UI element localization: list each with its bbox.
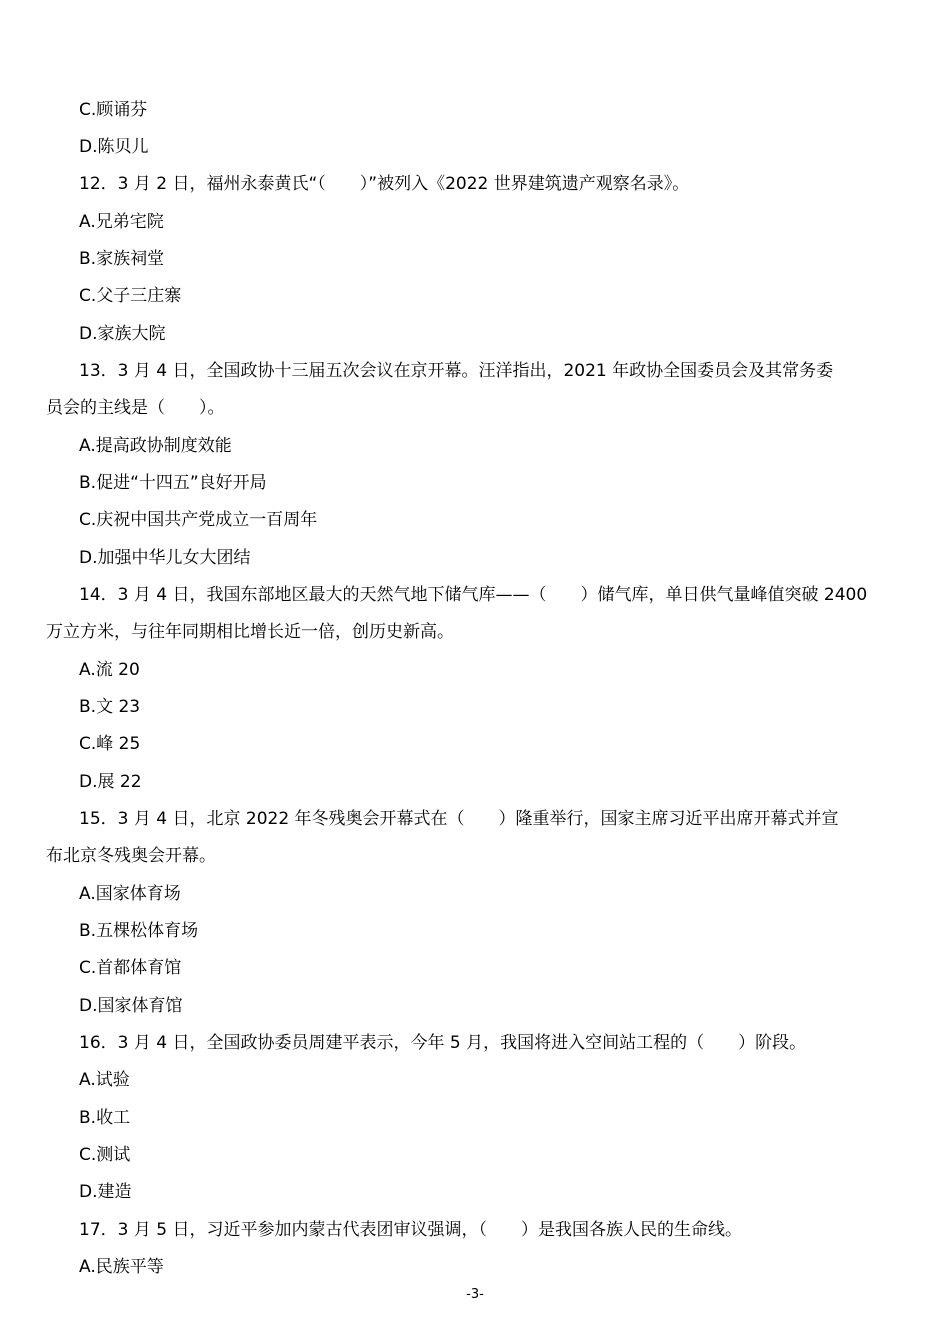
question-17-stem: 17．3 月 5 日，习近平参加内蒙古代表团审议强调，（ ）是我国各族人民的生命线。 <box>79 1220 742 1240</box>
option-b-q13: B.促进“十四五”良好开局 <box>79 473 267 493</box>
question-12-stem: 12．3 月 2 日，福州永泰黄氏“（ ）”被列入《2022 世界建筑遗产观察名录》。 <box>79 174 690 194</box>
question-14-stem-cont: 万立方米，与往年同期相比增长近一倍，创历史新高。 <box>46 622 454 642</box>
option-a-q15: A.国家体育场 <box>79 884 181 904</box>
option-c-q15: C.首都体育馆 <box>79 958 182 978</box>
option-a-q14: A.流 20 <box>79 660 140 680</box>
option-d-q12: D.家族大院 <box>79 324 166 344</box>
question-13-stem: 13．3 月 4 日，全国政协十三届五次会议在京开幕。汪洋指出，2021 年政协全国委员会及其常务委 <box>79 361 834 381</box>
option-a-q17: A.民族平等 <box>79 1257 164 1277</box>
question-14-stem: 14．3 月 4 日，我国东部地区最大的天然气地下储气库——（ ）储气库，单日供气量峰值突破 2400 <box>79 585 868 605</box>
page-number: -3- <box>466 1287 484 1302</box>
option-a-q16: A.试验 <box>79 1070 130 1090</box>
option-d-q16: D.建造 <box>79 1182 132 1202</box>
option-b-q14: B.文 23 <box>79 697 141 717</box>
option-c-q16: C.测试 <box>79 1145 131 1165</box>
option-d-q14: D.展 22 <box>79 772 142 792</box>
option-a-q13: A.提高政协制度效能 <box>79 436 232 456</box>
question-15-stem: 15．3 月 4 日，北京 2022 年冬残奥会开幕式在（ ）隆重举行，国家主席习近平出席开幕式并宣 <box>79 809 839 829</box>
option-c-q14: C.峰 25 <box>79 734 141 754</box>
option-b-q12: B.家族祠堂 <box>79 249 165 269</box>
option-b-q16: B.收工 <box>79 1108 131 1128</box>
option-c-q13: C.庆祝中国共产党成立一百周年 <box>79 510 318 530</box>
option-a-q12: A.兄弟宅院 <box>79 212 164 232</box>
option-d-q15: D.国家体育馆 <box>79 996 183 1016</box>
question-16-stem: 16．3 月 4 日，全国政协委员周建平表示，今年 5 月，我国将进入空间站工程的（ ）阶段。 <box>79 1033 807 1053</box>
question-15-stem-cont: 布北京冬残奥会开幕。 <box>46 846 216 866</box>
option-d-q11: D.陈贝儿 <box>79 137 149 157</box>
option-d-q13: D.加强中华儿女大团结 <box>79 548 251 568</box>
option-c-q11: C.顾诵芬 <box>79 100 148 120</box>
option-c-q12: C.父子三庄寨 <box>79 286 182 306</box>
question-13-stem-cont: 员会的主线是（ ）。 <box>46 398 225 418</box>
option-b-q15: B.五棵松体育场 <box>79 921 199 941</box>
